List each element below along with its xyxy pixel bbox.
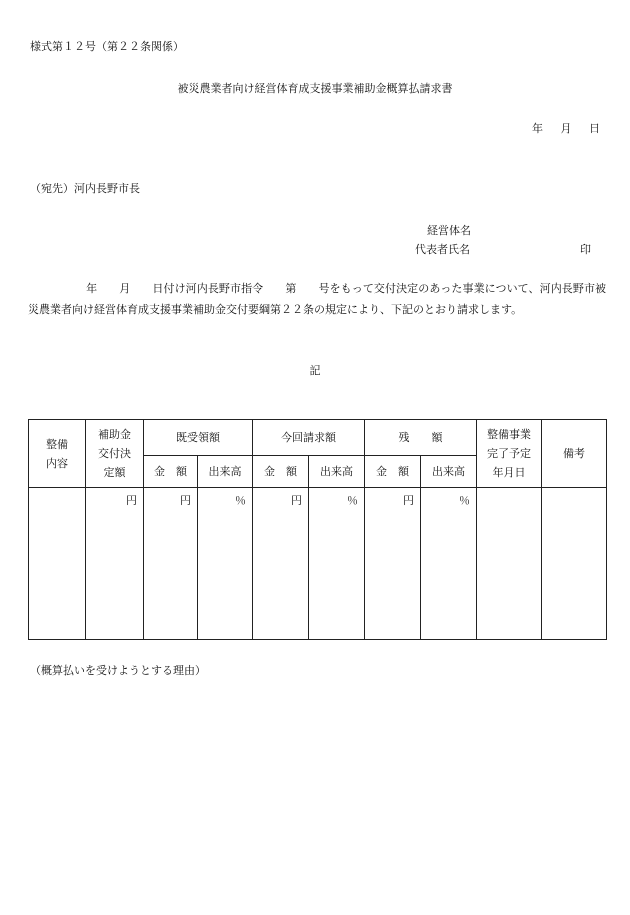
body-rest: 号をもって交付決定のあった事業について、河内長野市被災農業者向け経営体育成支援事業補助金交付要綱第２２条の規定により、下記のとおり請求します。 bbox=[28, 282, 607, 316]
request-body-text bbox=[28, 278, 606, 320]
sub-received-progress: 出来高 bbox=[198, 456, 253, 488]
ki-label: 記 bbox=[309, 364, 321, 377]
cell-completion-date bbox=[477, 488, 542, 640]
body-year: 年 bbox=[86, 282, 98, 295]
seal-label: 印 bbox=[580, 243, 591, 256]
date-year: 年 bbox=[532, 122, 543, 135]
sub-received-amount: 金 額 bbox=[144, 456, 198, 488]
sub-current-amount: 金 額 bbox=[253, 456, 309, 488]
cell-content bbox=[29, 488, 86, 640]
cell-received-percent: ％ bbox=[198, 488, 253, 640]
date-day: 日 bbox=[589, 122, 600, 135]
org-name-label: 経営体名 bbox=[427, 224, 471, 237]
cell-remarks bbox=[542, 488, 607, 640]
header-received: 既受領額 bbox=[144, 420, 253, 456]
sub-current-progress: 出来高 bbox=[309, 456, 365, 488]
body-dai: 第 bbox=[285, 282, 297, 295]
body-month: 月 bbox=[119, 282, 131, 295]
header-current: 今回請求額 bbox=[253, 420, 365, 456]
header-remaining: 残 額 bbox=[365, 420, 477, 456]
form-number: 様式第１２号（第２２条関係） bbox=[30, 40, 184, 53]
sub-remaining-amount: 金 額 bbox=[365, 456, 421, 488]
addressee: （宛先）河内長野市長 bbox=[30, 182, 140, 195]
body-date-ref: 日付け河内長野市指令 bbox=[152, 282, 264, 295]
cell-remaining-percent: ％ bbox=[421, 488, 477, 640]
cell-received-yen: 円 bbox=[144, 488, 198, 640]
cell-current-yen: 円 bbox=[253, 488, 309, 640]
cell-decision-yen: 円 bbox=[86, 488, 144, 640]
header-decision-amount: 補助金 交付決 定額 bbox=[86, 420, 144, 488]
cell-current-percent: ％ bbox=[309, 488, 365, 640]
claim-table bbox=[28, 419, 607, 640]
header-remarks: 備考 bbox=[542, 420, 607, 488]
header-completion-date: 整備事業 完了予定 年月日 bbox=[477, 420, 542, 488]
header-content: 整備 内容 bbox=[29, 420, 86, 488]
representative-label: 代表者氏名 bbox=[415, 243, 470, 256]
sub-remaining-progress: 出来高 bbox=[421, 456, 477, 488]
date-month: 月 bbox=[560, 122, 572, 135]
reason-label: （概算払いを受けようとする理由） bbox=[30, 664, 206, 677]
document-title: 被災農業者向け経営体育成支援事業補助金概算払請求書 bbox=[177, 82, 453, 95]
cell-remaining-yen: 円 bbox=[365, 488, 421, 640]
date-line bbox=[518, 120, 600, 136]
